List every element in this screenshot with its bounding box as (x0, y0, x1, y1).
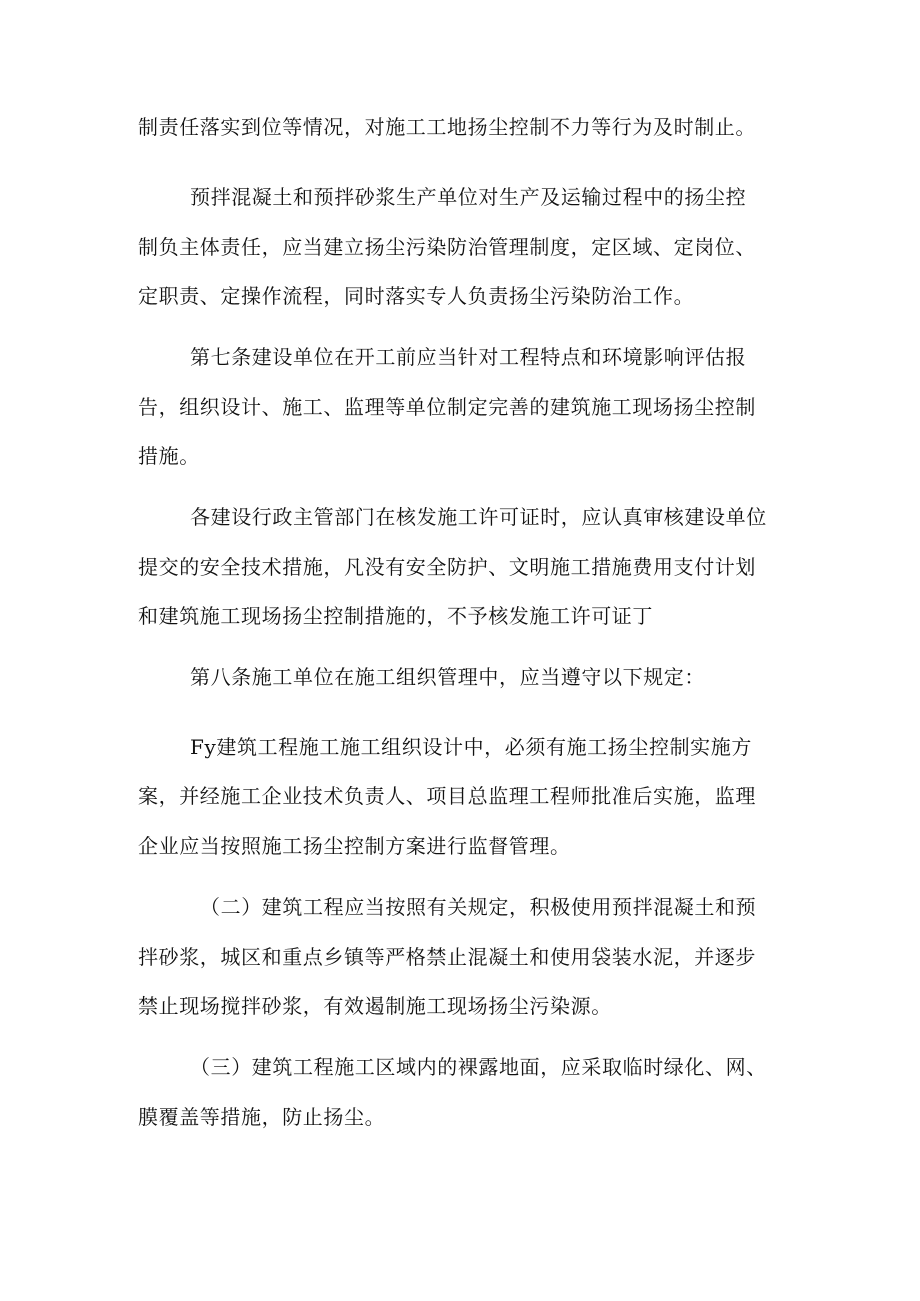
text-line: 制责任落实到位等情况，对施工工地扬尘控制不力等行为及时制止。 (138, 115, 756, 139)
text-line: （二）建筑工程应当按照有关规定，积极使用预拌混凝土和预 (200, 895, 757, 919)
text-line: 膜覆盖等措施，防止扬尘。 (138, 1105, 386, 1129)
text-line: 定职责、定操作流程，同时落实专人负责扬尘污染防治工作。 (138, 284, 695, 308)
text-line: 禁止现场搅拌砂浆，有效遏制施工现场扬尘污染源。 (138, 994, 612, 1018)
text-line: Fy建筑工程施工施工组织设计中，必须有施工扬尘控制实施方 (190, 735, 752, 759)
text-line: 制负主体责任，应当建立扬尘污染防治管理制度，定区域、定岗位、 (138, 235, 756, 259)
text-line: 各建设行政主管部门在核发施工许可证时，应认真审核建设单位 (190, 505, 767, 529)
text-line: 预拌混凝土和预拌砂浆生产单位对生产及运输过程中的扬尘控 (190, 185, 747, 209)
text-line: 拌砂浆，城区和重点乡镇等严格禁止混凝土和使用袋装水泥，并逐步 (138, 945, 756, 969)
text-line: 第八条施工单位在施工组织管理中，应当遵守以下规定： (190, 665, 705, 689)
text-line: （三）建筑工程施工区域内的裸露地面，应采取临时绿化、网、 (190, 1055, 767, 1079)
text-line: 告，组织设计、施工、监理等单位制定完善的建筑施工现场扬尘控制 (138, 395, 756, 419)
text-line: 措施。 (138, 444, 200, 468)
text-line: 案，并经施工企业技术负责人、项目总监理工程师批准后实施，监理 (138, 784, 756, 808)
text-line: 和建筑施工现场扬尘控制措施的，不予核发施工许可证丁 (138, 604, 653, 628)
text-line: 提交的安全技术措施，凡没有安全防护、文明施工措施费用支付计划 (138, 555, 756, 579)
text-line: 企业应当按照施工扬尘控制方案进行监督管理。 (138, 834, 571, 858)
text-line: 第七条建设单位在开工前应当针对工程特点和环境影响评估报 (190, 345, 747, 369)
